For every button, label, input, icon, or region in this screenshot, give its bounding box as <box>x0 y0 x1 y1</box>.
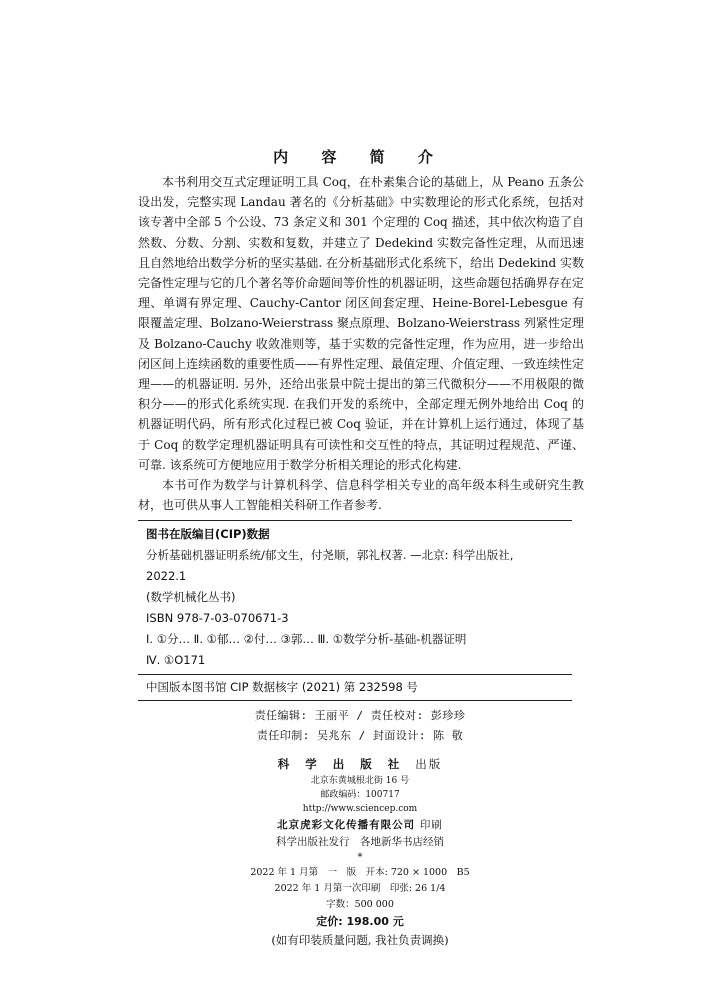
responsible-editors <box>0 706 720 746</box>
printing-info: 2022 年 1 月第一次印刷 印张: 26 1/4 <box>274 883 446 894</box>
printer-suffix: 印刷 <box>419 819 443 831</box>
cip-line: ISBN 978-7-03-070671-3 <box>146 611 289 625</box>
cip-line: 2022.1 <box>146 569 187 583</box>
cip-heading: 图书在版编目(CIP)数据 <box>146 527 270 541</box>
price: 定价: 198.00 元 <box>316 915 404 928</box>
cip-line: 分析基础机器证明系统/郁文生，付尧顺，郭礼权著. —北京: 科学出版社, <box>146 548 514 562</box>
postcode: 邮政编码：100717 <box>320 790 400 800</box>
cip-data-block <box>138 520 572 701</box>
word-count: 字数：500 000 <box>326 899 394 910</box>
imprint-block <box>0 754 720 949</box>
cip-record-number: 中国版本图书馆 CIP 数据核字 (2021) 第 232598 号 <box>138 674 572 700</box>
printer-name: 北京虎彩文化传播有限公司 <box>277 819 416 831</box>
edition-info: 2022 年 1 月第 一 版 开本: 720 × 1000 B5 <box>250 867 470 878</box>
section-title: 内 容 简 介 <box>273 148 447 166</box>
quality-note: (如有印装质量问题, 我社负责调换) <box>271 933 449 947</box>
editors-line: 责任编辑: 王丽平 / 责任校对: 彭珍珍 <box>254 709 466 722</box>
distribution: 科学出版社发行 各地新华书店经销 <box>276 836 444 848</box>
summary-paragraph: 本书利用交互式定理证明工具 Coq，在朴素集合论的基础上，从 Peano 五条公设出发，完整实现 Landau 著名的《分析基础》中实数理论的形式化系统，包括对该专著中全部 5 个公设、73 条定义和 301 个定理的 Coq 描述，其中依次构造了自然数、分数、分割、实数和复数，并建立了 Dedekind 实数完备性定理，从而迅速且自然地给出数学分析的坚实基础. 在分析基础形式化系统下，给出 Dedekind 实数完备性定理与它的几个著名等价命题间等价性的机器证明，这些命题包括确界存在定理、单调有界定理、Cauchy-Cantor 闭区间套定理、Heine-Borel-Lebesgue 有限覆盖定理、Bolzano-Weierstrass 聚点原理、Bolzano-Weierstrass 列紧性定理及 Bolzano-Cauchy 收敛准则等，基于实数的完备性定理，作为应用，进一步给出闭区间上连续函数的重要性质——有界性定理、最值定理、介值定理、一致连续性定理——的机器证明. 另外，还给出张景中院士提出的第三代微积分——不用极限的微积分——的形式化系统实现. 在我们开发的系统中，全部定理无例外地给出 Coq 的机器证明代码，所有形式化过程已被 Coq 验证，并在计算机上运行通过，体现了基于 Coq 的数学定理机器证明具有可读性和交互性的特点，其证明过程规范、严谨、可靠. 该系统可方便地应用于数学分析相关理论的形式化构建. <box>138 175 584 472</box>
publisher-website: http://www.sciencep.com <box>302 804 418 814</box>
editors-line: 责任印制: 吴兆东 / 封面设计: 陈 敬 <box>256 729 464 742</box>
book-summary <box>138 172 584 515</box>
cip-line: Ⅰ. ①分… Ⅱ. ①郁… ②付… ③郭… Ⅲ. ①数学分析-基础-机器证明 <box>146 632 467 646</box>
publisher-line <box>0 754 720 774</box>
cip-line: Ⅳ. ①O171 <box>146 653 206 667</box>
publisher-address: 北京东黄城根北街 16 号 <box>310 776 410 786</box>
publisher-name: 科 学 出 版 社 <box>277 757 406 771</box>
summary-paragraph: 本书可作为数学与计算机科学、信息科学相关专业的高年级本科生或研究生教材，也可供从事人工智能相关科研工作者参考. <box>138 478 584 513</box>
cip-line: (数学机械化丛书) <box>146 590 236 604</box>
publisher-suffix: 出版 <box>415 757 443 771</box>
separator-star: * <box>357 852 363 863</box>
printer-line <box>0 816 720 834</box>
